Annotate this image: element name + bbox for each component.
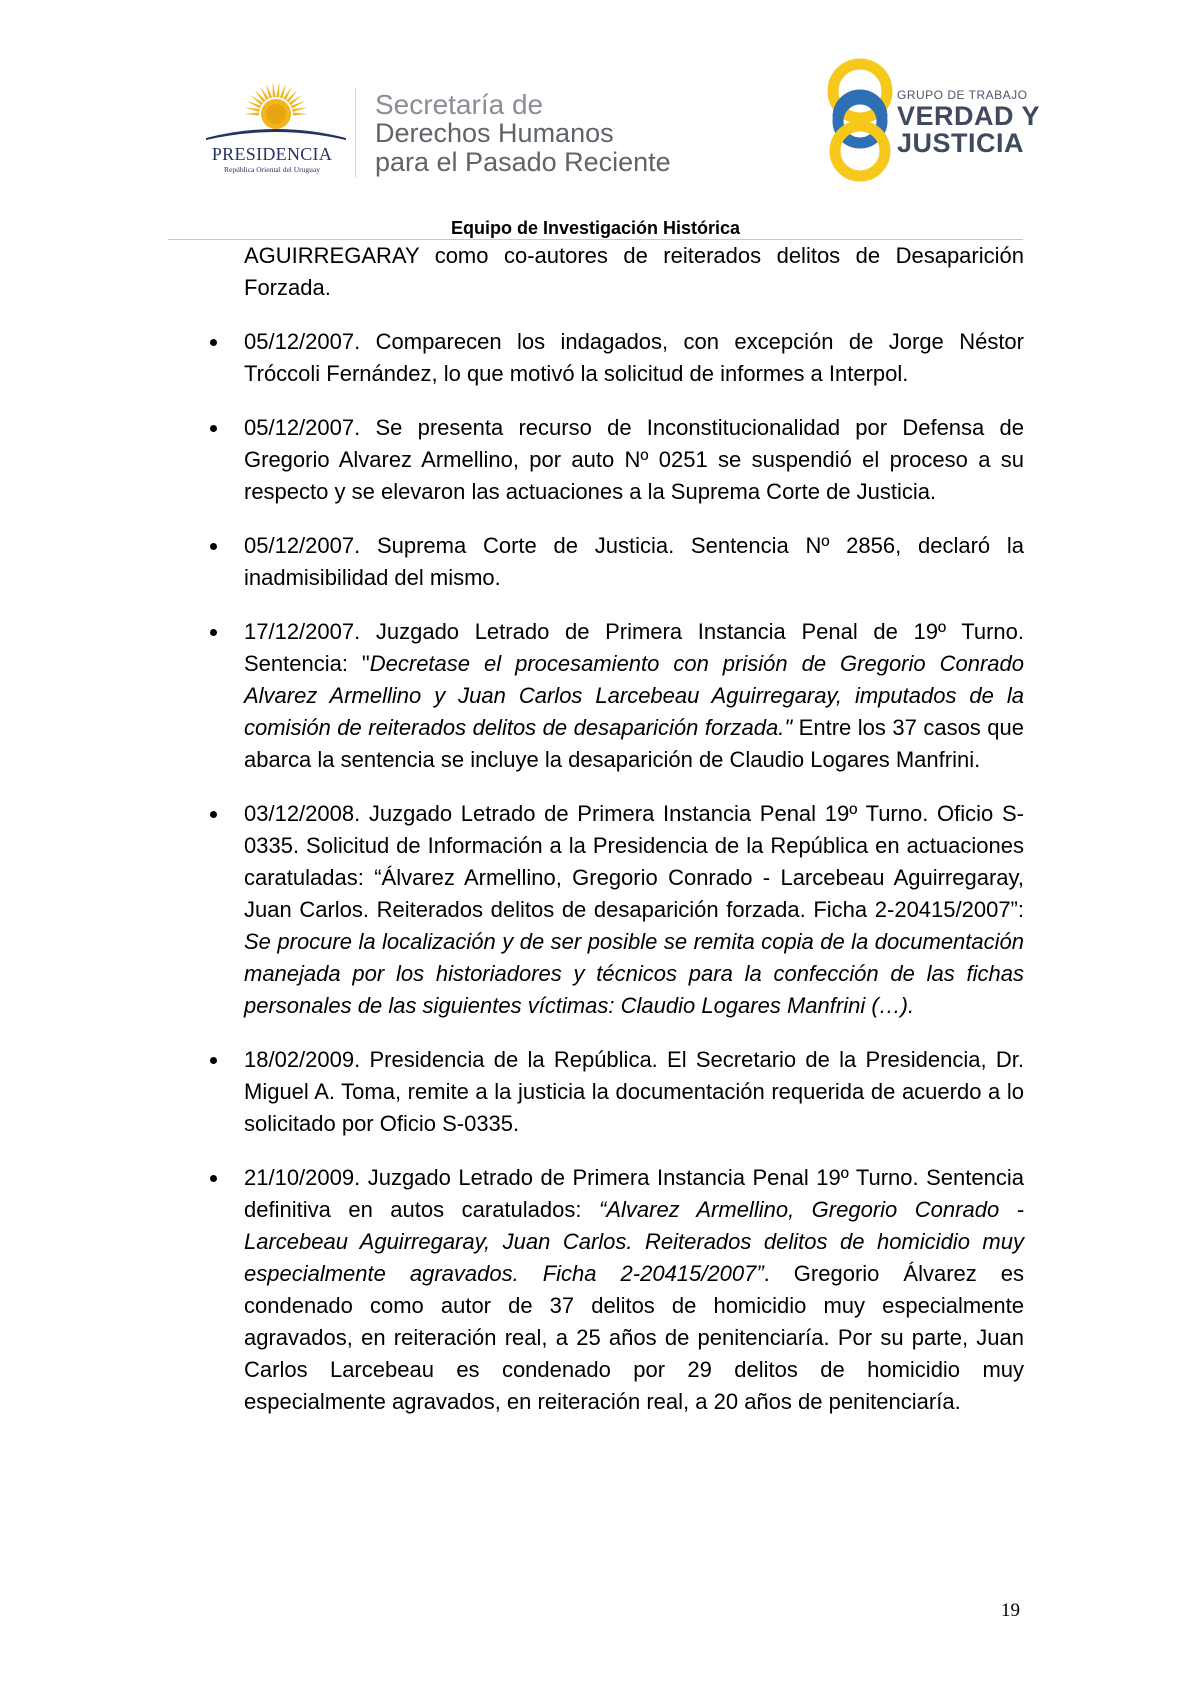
header-divider — [355, 88, 356, 178]
page-header — [0, 0, 1191, 250]
entry-segment: 21/10/2009. Juzgado Letrado de Primera Instancia Penal 19º Turno. Sentencia definitiva en autos caratulados: — [244, 1165, 1024, 1222]
bullet-icon — [210, 543, 217, 550]
grupo-line-2: VERDAD Y — [897, 101, 1041, 131]
secretaria-title — [375, 90, 671, 177]
entry-segment: 05/12/2007. Comparecen los indagados, con excepción de Jorge Néstor Tróccoli Fernández, lo que motivó la solicitud de informes a Interpol. — [244, 329, 1024, 386]
secretaria-line-2: Derechos Humanos — [375, 118, 614, 148]
entry-segment: . Gregorio Álvarez es condenado como autor de 37 delitos de homicidio muy especialmente agravados, en reiteración real, a 25 años de penitenciaría. Por su parte, Juan Carlos Larcebeau es condenado por 29 delitos de homicidio muy especialmente agravados, en reiteración real, a 20 años de penitenciaría. — [244, 1261, 1025, 1414]
bullet-icon — [210, 1057, 217, 1064]
list-item — [204, 798, 1024, 1022]
sun-ray — [293, 112, 308, 115]
presidencia-subtitle: República Oriental del Uruguay — [223, 165, 320, 174]
sun-ray — [273, 82, 276, 97]
entry-segment: 05/12/2007. Se presenta recurso de Inconstitucionalidad por Defensa de Gregorio Alvarez Armellino, por auto Nº 0251 se suspendió el proceso a su respecto y se elevaron las actuaciones a la Suprema Corte de Justicia. — [244, 415, 1024, 504]
entry-segment: 03/12/2008. Juzgado Letrado de Primera Instancia Penal 19º Turno. Oficio S-0335. Solicitud de Información a la Presidencia de la República en actuaciones caratuladas: “Álvarez Armellino, Gregorio Conrado - Larcebeau Aguirregaray, Juan Carlos. Reiterados delitos de desaparición forzada. Ficha 2-20415/2007”: — [244, 801, 1024, 922]
entry-segment: 18/02/2009. Presidencia de la República. El Secretario de la Presidencia, Dr. Miguel A. Toma, remite a la justicia la documentación requerida de acuerdo a lo solicitado por Oficio S-0335. — [244, 1047, 1024, 1136]
sun-ray — [292, 107, 307, 112]
secretaria-line-3: para el Pasado Reciente — [375, 147, 671, 177]
list-item — [204, 326, 1024, 390]
entry-segment: 17/12/2007. Juzgado Letrado de Primera Instancia Penal de 19º Turno. Sentencia: " — [244, 619, 1024, 676]
bullet-icon — [210, 1175, 217, 1182]
list-item — [204, 1162, 1024, 1418]
entry-text — [244, 1162, 1024, 1418]
entry-text — [244, 530, 1024, 594]
list-item — [204, 412, 1024, 508]
quoted-text: Se procure la localización y de ser posible se remita copia de la documentación manejada por los historiadores y técnicos para la confección de las fichas personales de las siguientes víctimas: Claudio Logares Manfrini (…). — [244, 929, 1024, 1018]
list-item — [204, 616, 1024, 776]
quoted-text: “Alvarez Armellino, Gregorio Conrado - Larcebeau Aguirregaray, Juan Carlos. Reiterados delitos de homicidio muy especialmente agravados. Ficha 2-20415/2007” — [244, 1197, 1025, 1286]
bullet-icon — [210, 629, 217, 636]
sun-ray — [276, 82, 279, 97]
entry-text — [244, 798, 1024, 1022]
bullet-icon — [210, 339, 217, 346]
bullet-icon — [210, 811, 217, 818]
entry-text — [244, 326, 1024, 390]
secretaria-line-1: Secretaría de — [375, 89, 544, 120]
verdad-justicia-logo — [820, 57, 900, 182]
grupo-line-1: GRUPO DE TRABAJO — [897, 88, 1028, 102]
entry-text — [244, 1044, 1024, 1140]
entry-text — [244, 412, 1024, 508]
chronology-list — [204, 326, 1024, 1418]
sun-ray — [244, 112, 259, 115]
page-number: 19 — [1001, 1600, 1020, 1621]
grupo-line-3: JUSTICIA — [897, 128, 1025, 158]
verdad-justicia-wordmark — [897, 88, 1040, 156]
presidencia-wordmark: PRESIDENCIA — [211, 144, 333, 164]
sun-ray — [245, 107, 260, 112]
continued-paragraph: AGUIRREGARAY como co-autores de reiterados delitos de Desaparición Forzada. — [244, 243, 1024, 300]
entry-text — [244, 616, 1024, 776]
document-body — [204, 240, 1024, 1440]
team-heading: Equipo de Investigación Histórica — [450, 218, 741, 238]
list-item — [204, 530, 1024, 594]
bullet-icon — [210, 425, 217, 432]
list-item — [204, 1044, 1024, 1140]
quoted-text: Decretase el procesamiento con prisión de Gregorio Conrado Alvarez Armellino y Juan Carlos Larcebeau Aguirregaray, imputados de la comisión de reiterados delitos de desaparición forzada." — [244, 651, 1024, 740]
entry-segment: 05/12/2007. Suprema Corte de Justicia. Sentencia Nº 2856, declaró la inadmisibilidad del mismo. — [244, 533, 1024, 590]
entry-segment: Entre los 37 casos que abarca la sentencia se incluye la desaparición de Claudio Logares Manfrini. — [244, 715, 1024, 772]
